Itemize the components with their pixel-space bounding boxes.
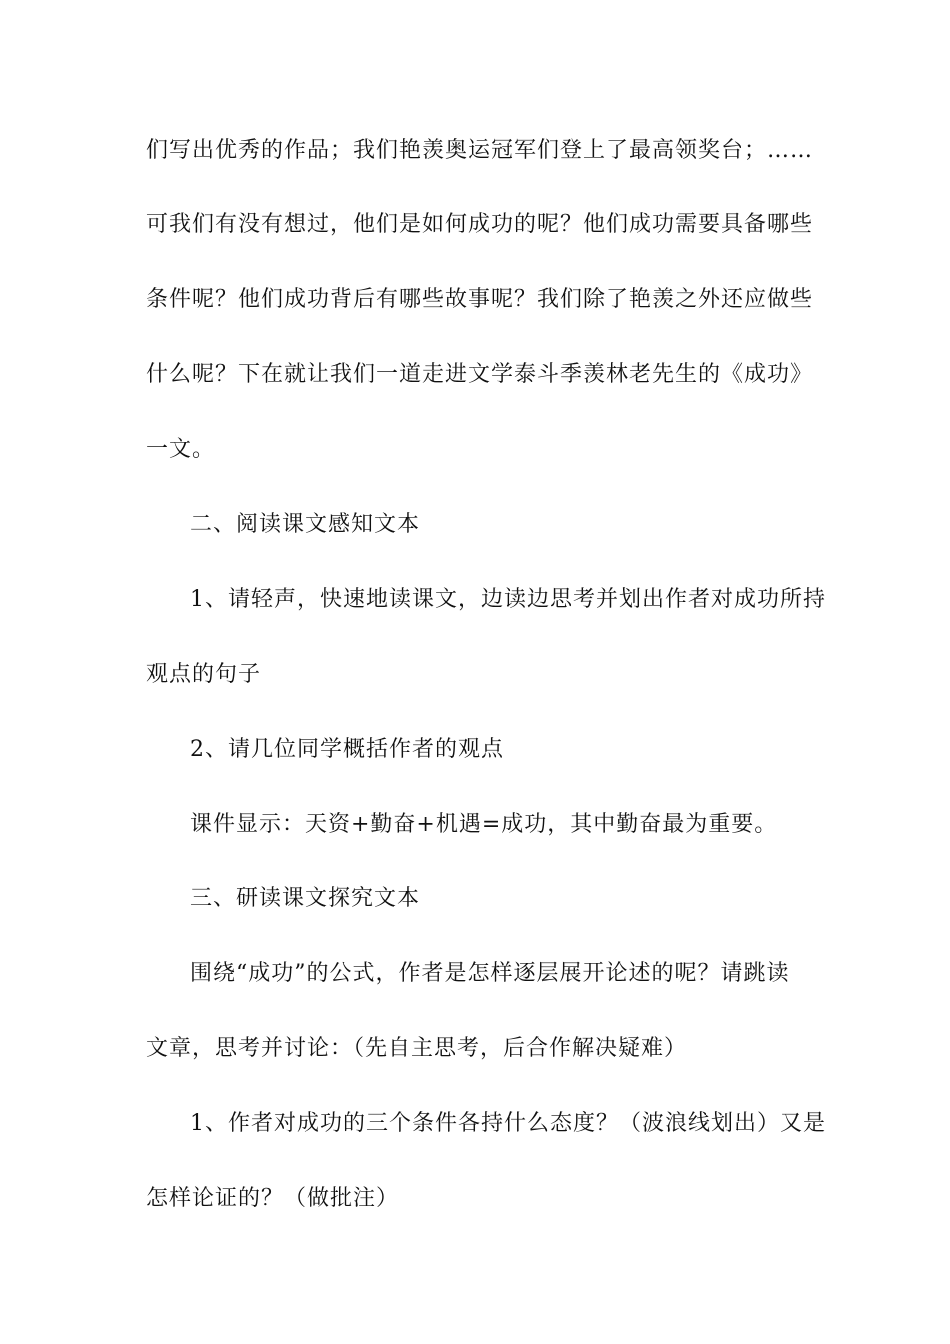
text-line-5: 一文。 bbox=[146, 437, 216, 462]
text-line-2: 可我们有没有想过，他们是如何成功的呢？他们成功需要具备哪些 bbox=[146, 212, 814, 237]
section-heading-reading: 二、阅读课文感知文本 bbox=[190, 512, 421, 537]
text-line-10: 课件显示：天资+勤奋+机遇=成功，其中勤奋最为重要。 bbox=[190, 812, 778, 837]
text-line-8: 观点的句子 bbox=[146, 662, 262, 687]
section-heading-study: 三、研读课文探究文本 bbox=[190, 886, 421, 911]
text-line-9: 2、请几位同学概括作者的观点 bbox=[190, 737, 504, 762]
text-line-7: 1、请轻声，快速地读课文，边读边思考并划出作者对成功所持 bbox=[190, 587, 826, 612]
text-line-14: 1、作者对成功的三个条件各持什么态度？（波浪线划出）又是 bbox=[190, 1111, 826, 1136]
text-line-15: 怎样论证的？（做批注） bbox=[146, 1186, 400, 1211]
text-line-4: 什么呢？下在就让我们一道走进文学泰斗季羡林老先生的《成功》 bbox=[146, 362, 814, 387]
text-line-1: 们写出优秀的作品；我们艳羡奥运冠军们登上了最高领奖台；…… bbox=[146, 138, 814, 163]
text-line-3: 条件呢？他们成功背后有哪些故事呢？我们除了艳羡之外还应做些 bbox=[146, 287, 814, 312]
text-line-12: 围绕“成功”的公式，作者是怎样逐层展开论述的呢？请跳读 bbox=[190, 961, 790, 986]
text-line-13: 文章，思考并讨论：（先自主思考，后合作解决疑难） bbox=[146, 1036, 688, 1061]
